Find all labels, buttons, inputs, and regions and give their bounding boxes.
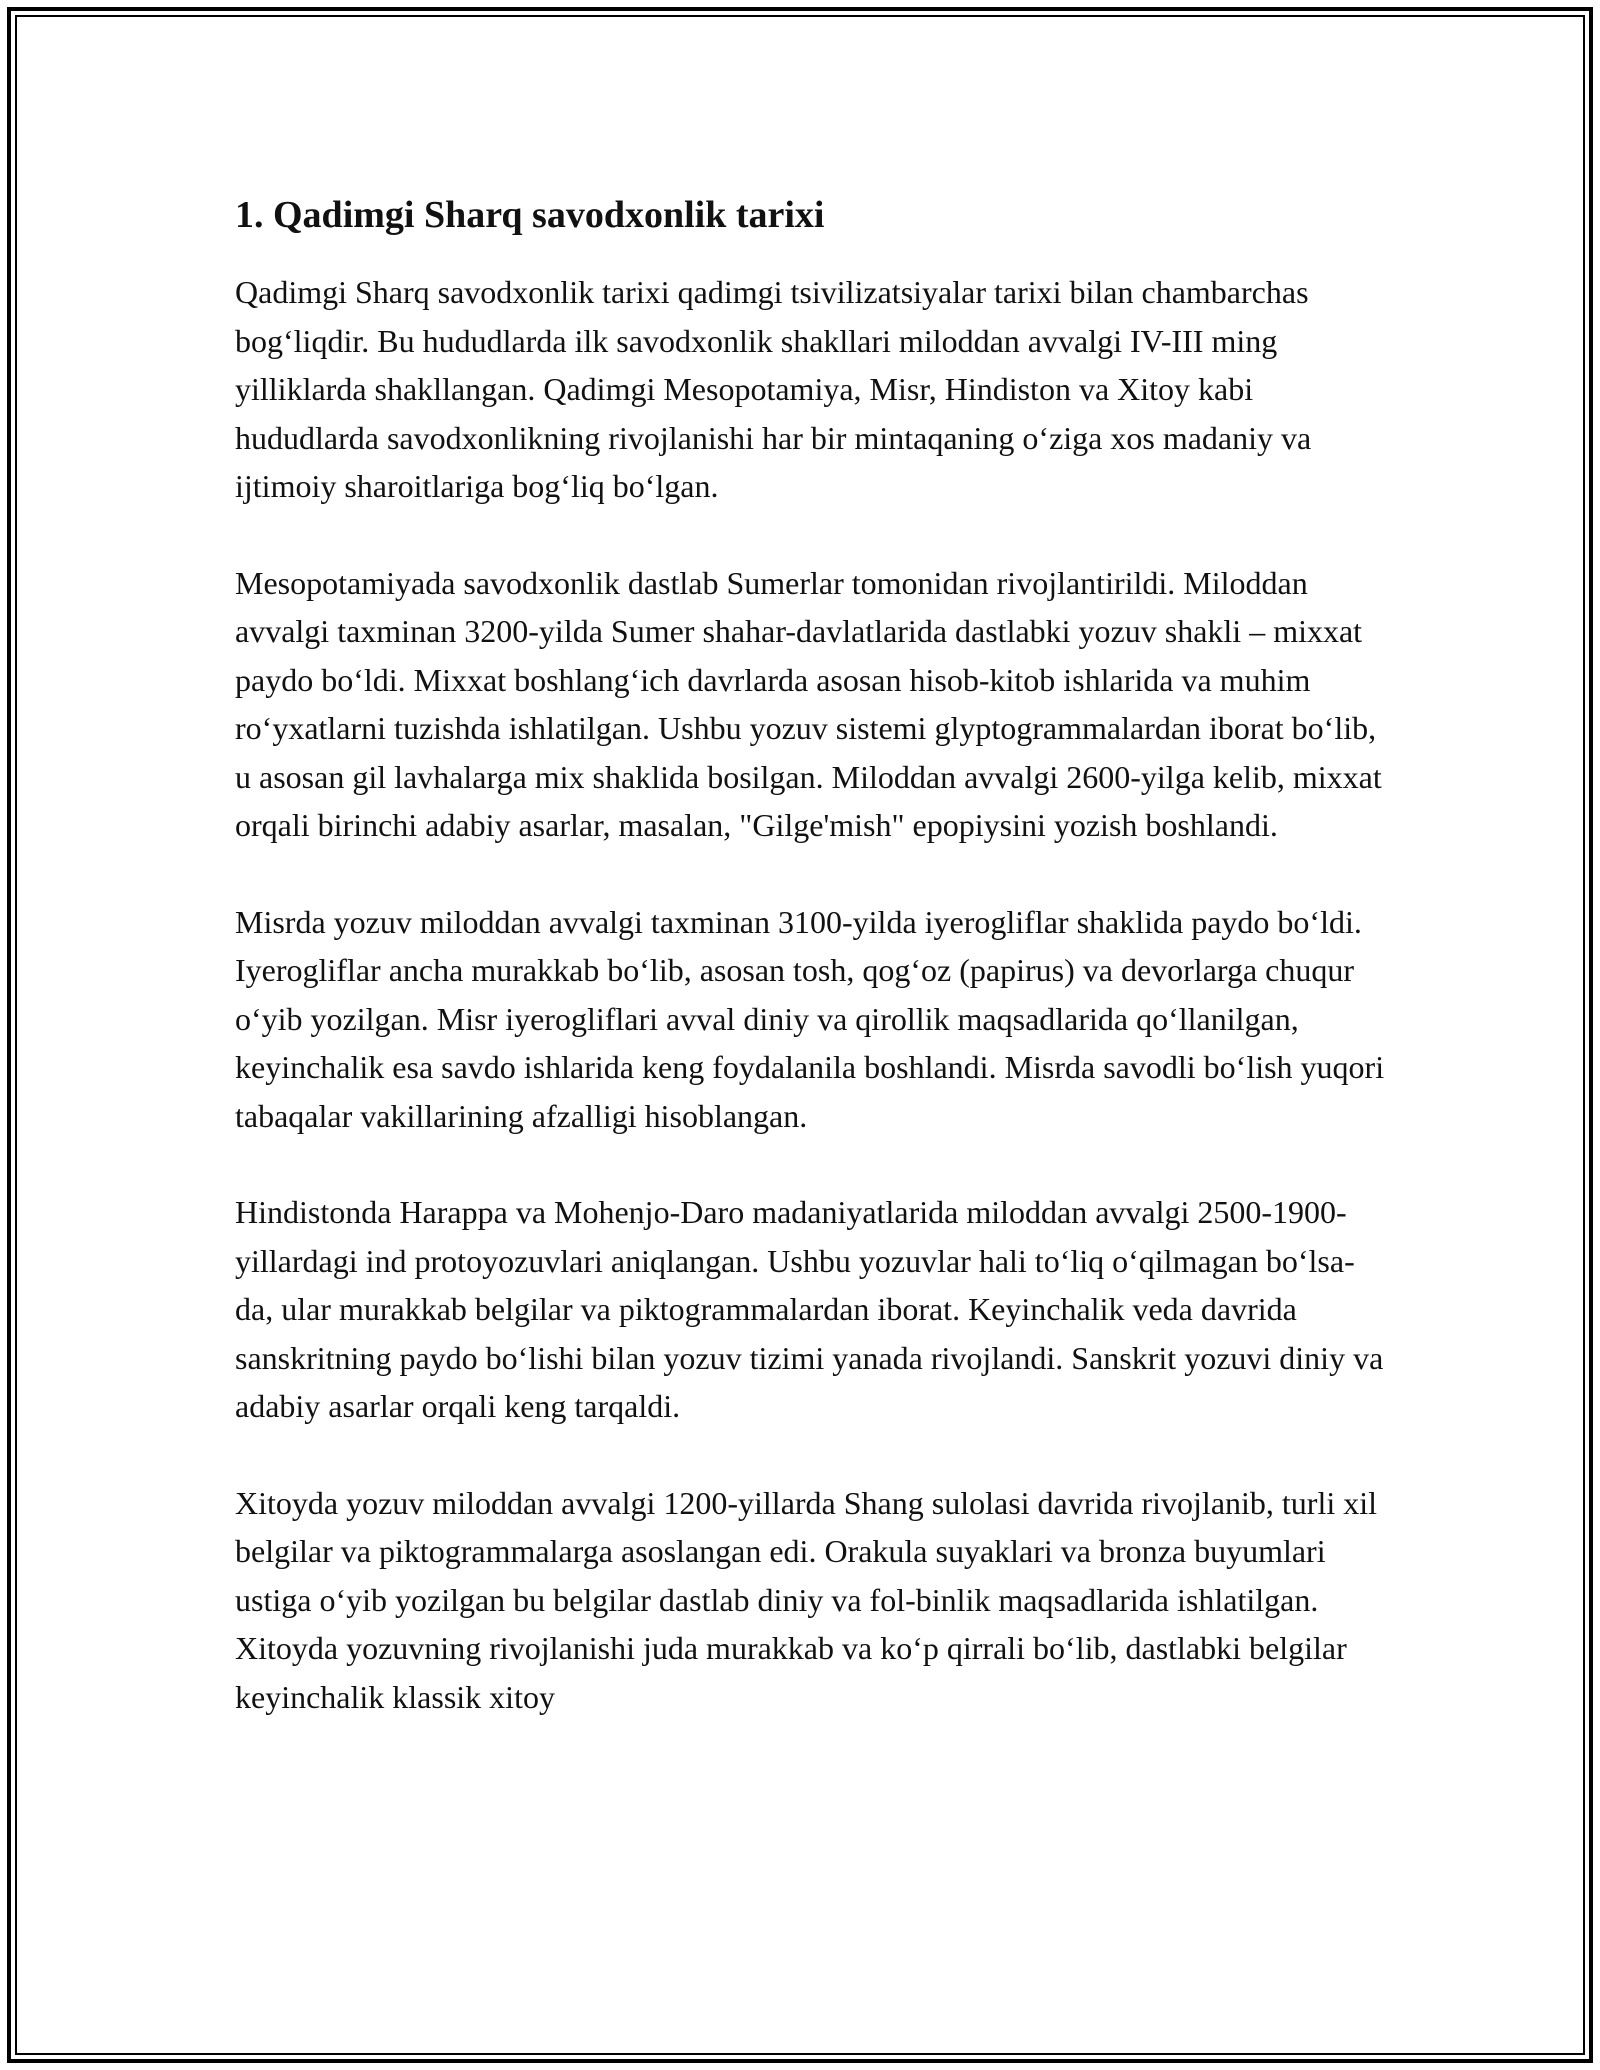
paragraph-mesopotamia: Mesopotamiyada savodxonlik dastlab Sumerlar tomonidan rivojlantirildi. Miloddan avvalgi taxminan 3200-yilda Sumer shahar-davlatlarida dastlabki yozuv shakli – mixxat paydo bo‘ldi. Mixxat boshlang‘ich davrlarda asosan hisob-kitob ishlarida va muhim ro‘yxatlarni tuzishda ishlatilgan. Ushbu yozuv sistemi glyptogrammalardan iborat bo‘lib, u asosan gil lavhalarga mix shaklida bosilgan. Miloddan avvalgi 2600-yilga kelib, mixxat orqali birinchi adabiy asarlar, masalan, "Gilge'mish" epopiysini yozish boshlandi. [235,564,1382,843]
document-body [235,186,1385,1721]
paragraph-overview: Qadimgi Sharq savodxonlik tarixi qadimgi tsivilizatsiyalar tarixi bilan chambarchas bog‘liqdir. Bu hududlarda ilk savodxonlik shakllari miloddan avvalgi IV-III ming yilliklarda shakllangan. Qadimgi Mesopotamiya, Misr, Hindiston va Xitoy kabi hududlarda savodxonlikning rivojlanishi har bir mintaqaning o‘ziga xos madaniy va ijtimoiy sharoitlariga bog‘liq bo‘lgan. [235,274,1312,504]
paragraph-india: Hindistonda Harappa va Mohenjo-Daro madaniyatlarida miloddan avvalgi 2500-1900-yillardagi ind protoyozuvlari aniqlangan. Ushbu yozuvlar hali to‘liq o‘qilmagan bo‘lsa-da, ular murakkab belgilar va piktogrammalardan iborat. Keyinchalik veda davrida sanskritning paydo bo‘lishi bilan yozuv tizimi yanada rivojlandi. Sanskrit yozuvi diniy va adabiy asarlar orqali keng tarqaldi. [235,1194,1384,1424]
paragraph-china: Xitoyda yozuv miloddan avvalgi 1200-yillarda Shang sulolasi davrida rivojlanib, turli xil belgilar va piktogrammalarga asoslangan edi. Orakula suyaklari va bronza buyumlari ustiga o‘yib yozilgan bu belgilar dastlab diniy va fol-binlik maqsadlarida ishlatilgan. Xitoyda yozuvning rivojlanishi juda murakkab va ko‘p qirrali bo‘lib, dastlabki belgilar keyinchalik klassik xitoy [235,1484,1378,1715]
paragraph-egypt: Misrda yozuv miloddan avvalgi taxminan 3100-yilda iyerogliflar shaklida paydo bo‘ldi. Iyerogliflar ancha murakkab bo‘lib, asosan tosh, qog‘oz (papirus) va devorlarga chuqur o‘yib yozilgan. Misr iyerogliflari avval diniy va qirollik maqsadlarida qo‘llanilgan, keyinchalik esa savdo ishlarida keng foydalanila boshlandi. Misrda savodli bo‘lish yuqori tabaqalar vakillarining afzalligi hisoblangan. [235,903,1385,1134]
page-title: 1. Qadimgi Sharq savodxonlik tarixi [235,194,825,236]
